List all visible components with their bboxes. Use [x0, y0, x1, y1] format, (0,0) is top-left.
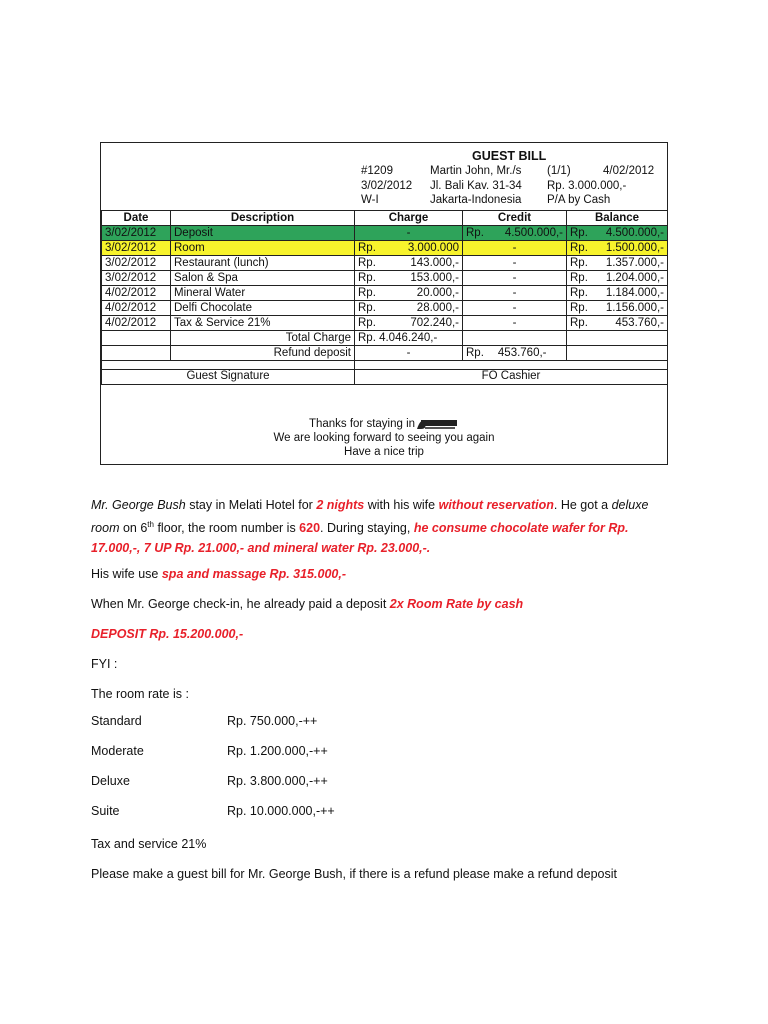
rate-name: Moderate: [91, 744, 144, 758]
fyi-label: FYI :: [91, 657, 118, 671]
balance-currency: Rp.: [570, 271, 588, 284]
credit-amount: 4.500.000,-: [504, 226, 563, 239]
rate-price: Rp. 10.000.000,-++: [227, 804, 335, 818]
row-date: 4/02/2012: [102, 286, 171, 301]
rate-name: Deluxe: [91, 774, 130, 788]
date-out: 4/02/2012: [603, 165, 655, 177]
refund-charge: -: [355, 346, 463, 361]
bill-title: GUEST BILL: [472, 149, 547, 163]
rate-name: Suite: [91, 804, 120, 818]
balance-currency: Rp.: [570, 301, 588, 314]
tax-note: Tax and service 21%: [91, 837, 207, 851]
balance-amount: 453.760,-: [615, 316, 664, 329]
charge-currency: Rp.: [358, 241, 376, 254]
table-row: [102, 241, 668, 256]
rate-price: Rp. 3.800.000,-++: [227, 774, 328, 788]
guest-signature: Guest Signature: [102, 370, 355, 385]
guest-name: Martin John, Mr./s: [430, 165, 522, 177]
rate-price: Rp. 1.200.000,-++: [227, 744, 328, 758]
rate-row: [91, 804, 335, 818]
thanks-block: [101, 417, 667, 459]
column-header: Charge: [355, 211, 463, 226]
row-description: Tax & Service 21%: [171, 316, 355, 331]
bill-page: (1/1): [547, 165, 571, 177]
task-paragraph-1: Mr. George Bush stay in Melati Hotel for 2 nights with his wife without reservation. He got a deluxe room on 6th floor, the room number is 620. During staying, he consume chocolate wafer for Rp. 17.000,-, 7 UP Rp. 21.000,- and mineral water Rp. 23.000,-.: [91, 498, 649, 556]
rate-row: [91, 774, 328, 788]
payment-method: P/A by Cash: [547, 194, 611, 206]
credit-amount: -: [512, 256, 517, 269]
credit-currency: Rp.: [466, 226, 484, 239]
task-paragraph-2: His wife use spa and massage Rp. 315.000,-: [91, 567, 346, 581]
row-date: 4/02/2012: [102, 301, 171, 316]
rate-intro: The room rate is :: [91, 687, 189, 701]
table-header-row: [102, 211, 668, 226]
charge-amount: 153.000,-: [410, 271, 459, 284]
row-description: Room: [171, 241, 355, 256]
table-row: [102, 286, 668, 301]
charge-amount: 143.000,-: [410, 256, 459, 269]
table-row: [102, 226, 668, 241]
column-header: Date: [102, 211, 171, 226]
refund-amount: 453.760,-: [497, 346, 547, 359]
total-charge-label: Total Charge: [171, 331, 355, 346]
balance-amount: 1.184.000,-: [605, 286, 664, 299]
row-date: 3/02/2012: [102, 256, 171, 271]
balance-currency: Rp.: [570, 286, 588, 299]
row-description: Delfi Chocolate: [171, 301, 355, 316]
bill-number: #1209: [361, 165, 393, 177]
instruction: Please make a guest bill for Mr. George Bush, if there is a refund please make a refund deposit: [91, 867, 617, 881]
table-row: [102, 301, 668, 316]
total-charge-row: [102, 331, 668, 346]
credit-amount: -: [512, 301, 517, 314]
signature-row: [102, 370, 668, 385]
charge-amount: 702.240,-: [410, 316, 459, 329]
refund-row: [102, 346, 668, 361]
balance-currency: Rp.: [570, 256, 588, 269]
table-row: [102, 256, 668, 271]
charge-amount: 28.000,-: [416, 301, 459, 314]
credit-amount: -: [512, 316, 517, 329]
address-line-1: Jl. Bali Kav. 31-34: [430, 180, 522, 192]
rate-row: [91, 744, 328, 758]
column-header: Credit: [463, 211, 567, 226]
total-charge-value: Rp. 4.046.240,-: [355, 331, 463, 346]
credit-amount: -: [512, 241, 517, 254]
date-in: 3/02/2012: [361, 180, 413, 192]
refund-label: Refund deposit: [171, 346, 355, 361]
guest-bill: [100, 142, 668, 465]
room-rate: Rp. 3.000.000,-: [547, 180, 627, 192]
row-description: Salon & Spa: [171, 271, 355, 286]
row-description: Mineral Water: [171, 286, 355, 301]
thanks-line-2: We are looking forward to seeing you again: [273, 432, 495, 445]
charge-currency: Rp.: [358, 316, 376, 329]
balance-currency: Rp.: [570, 316, 588, 329]
balance-amount: 1.204.000,-: [605, 271, 664, 284]
task-paragraph-3: When Mr. George check-in, he already paid a deposit 2x Room Rate by cash: [91, 597, 524, 611]
refund-currency: Rp.: [466, 346, 484, 359]
charge-amount: 3.000.000: [407, 241, 459, 254]
balance-amount: 1.357.000,-: [605, 256, 664, 269]
row-date: 3/02/2012: [102, 271, 171, 286]
balance-amount: 1.500.000,-: [605, 241, 664, 254]
table-row: [102, 316, 668, 331]
balance-amount: 1.156.000,-: [605, 301, 664, 314]
row-date: 4/02/2012: [102, 316, 171, 331]
thanks-line-1: Thanks for staying in: [308, 418, 416, 431]
hotel-logo: [415, 417, 459, 431]
charge-amount: 20.000,-: [416, 286, 459, 299]
bill-table: [101, 210, 668, 385]
balance-currency: Rp.: [570, 241, 588, 254]
column-header: Description: [171, 211, 355, 226]
charge-currency: Rp.: [358, 271, 376, 284]
deposit-note: DEPOSIT Rp. 15.200.000,-: [91, 627, 244, 641]
balance-amount: 4.500.000,-: [605, 226, 664, 239]
address-line-2: Jakarta-Indonesia: [430, 194, 522, 206]
credit-amount: -: [512, 271, 517, 284]
rate-row: [91, 714, 318, 728]
row-date: 3/02/2012: [102, 226, 171, 241]
charge-currency: Rp.: [358, 256, 376, 269]
charge-amount: -: [406, 226, 411, 239]
rate-name: Standard: [91, 714, 142, 728]
charge-currency: Rp.: [358, 301, 376, 314]
thanks-line-3: Have a nice trip: [344, 446, 424, 459]
row-description: Restaurant (lunch): [171, 256, 355, 271]
rate-price: Rp. 750.000,-++: [227, 714, 318, 728]
fo-cashier: FO Cashier: [355, 370, 668, 385]
column-header: Balance: [567, 211, 668, 226]
row-description: Deposit: [171, 226, 355, 241]
balance-currency: Rp.: [570, 226, 588, 239]
table-row: [102, 271, 668, 286]
credit-amount: -: [512, 286, 517, 299]
row-date: 3/02/2012: [102, 241, 171, 256]
room-type: W-I: [361, 194, 379, 206]
charge-currency: Rp.: [358, 286, 376, 299]
